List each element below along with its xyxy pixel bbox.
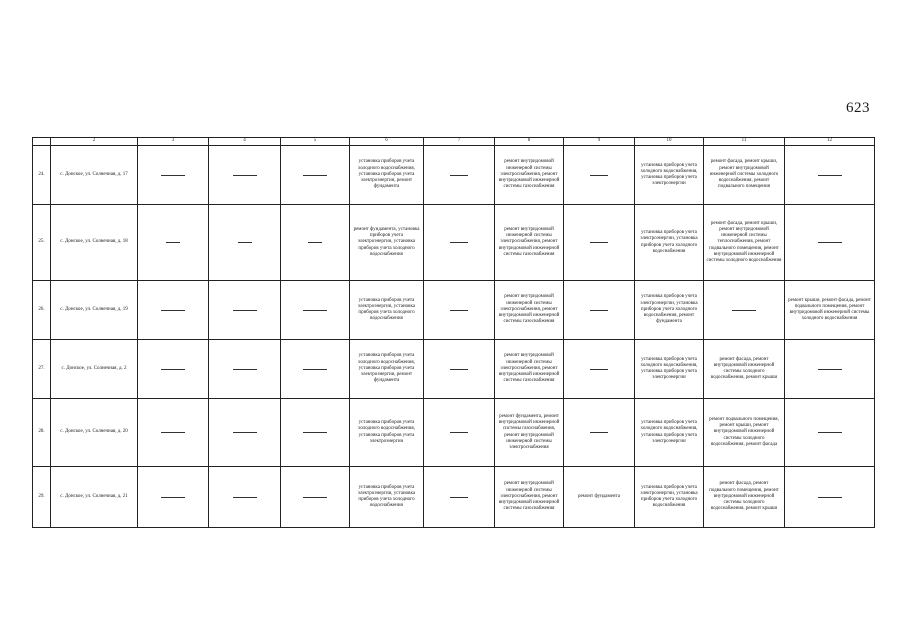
work-cell: установка приборов учета электроэнергии, установка приборов учета холодного водоснабжения <box>635 467 704 528</box>
dash-mark <box>450 175 468 176</box>
empty-cell <box>785 340 875 399</box>
dash-mark <box>233 175 257 176</box>
table-row <box>33 146 875 205</box>
empty-cell <box>138 399 209 467</box>
dash-mark <box>233 497 257 498</box>
empty-cell <box>424 467 495 528</box>
empty-cell <box>209 467 281 528</box>
work-cell: ремонт подвального помещения, ремонт крыши, ремонт внутридомовой инженерной системы холодного водоснабжения, ремонт фасада <box>704 399 785 467</box>
work-cell: ремонт фундамента <box>564 467 635 528</box>
empty-cell <box>785 146 875 205</box>
column-header: 4 <box>209 138 281 146</box>
empty-cell <box>424 281 495 340</box>
empty-cell <box>209 281 281 340</box>
empty-cell <box>704 281 785 340</box>
row-number: 24. <box>33 146 51 205</box>
empty-cell <box>209 399 281 467</box>
work-cell: установка приборов учета холодного водоснабжения, установка приборов учета электроэнергии <box>635 340 704 399</box>
address-cell: с. Донское, ул. Солнечная, д. 2 <box>51 340 138 399</box>
dash-mark <box>450 432 468 433</box>
empty-cell <box>209 146 281 205</box>
dash-mark <box>161 432 185 433</box>
work-cell: ремонт фасада, ремонт крыши, ремонт внутридомовой инженерной системы холодного водоснабжения, ремонт подвального помещения <box>704 146 785 205</box>
repair-schedule-table <box>32 137 875 528</box>
page-number: 623 <box>846 100 870 116</box>
work-cell: ремонт фундамента, установка приборов учета электроэнергии, установка приборов учета холодного водоснабжения <box>350 205 424 281</box>
dash-mark <box>161 175 185 176</box>
empty-cell <box>424 399 495 467</box>
empty-cell <box>564 146 635 205</box>
dash-mark <box>590 175 608 176</box>
work-cell: ремонт фасада, ремонт внутридомовой инженерной системы холодного водоснабжения, ремонт крыши <box>704 340 785 399</box>
empty-cell <box>564 340 635 399</box>
table-row <box>33 399 875 467</box>
empty-cell <box>564 399 635 467</box>
dash-mark <box>303 432 327 433</box>
column-header: 12 <box>785 138 875 146</box>
dash-mark <box>233 310 257 311</box>
empty-cell <box>138 340 209 399</box>
address-cell: с. Донское, ул. Солнечная, д. 17 <box>51 146 138 205</box>
empty-cell <box>424 146 495 205</box>
work-cell: ремонт крыши, ремонт фасада, ремонт подвального помещения, ремонт внутридомовой инженерной системы холодного водоснабжения <box>785 281 875 340</box>
dash-mark <box>818 242 842 243</box>
row-number: 26. <box>33 281 51 340</box>
empty-cell <box>281 146 350 205</box>
work-cell: установка приборов учета электроэнергии, установка приборов учета холодного водоснабжения <box>350 281 424 340</box>
empty-cell <box>281 467 350 528</box>
column-header: 6 <box>350 138 424 146</box>
work-cell: ремонт фасада, ремонт подвального помещения, ремонт внутридомовой инженерной системы холодного водоснабжения, ремонт крыши <box>704 467 785 528</box>
work-cell: ремонт фундамента, ремонт внутридомовой инженерной системы газоснабжения, ремонт внутридомовой инженерной системы электроснабжения <box>495 399 564 467</box>
work-cell: установка приборов учета холодного водоснабжения, установка приборов учета электроэнергии <box>635 146 704 205</box>
dash-mark <box>818 369 842 370</box>
dash-mark <box>303 175 327 176</box>
work-cell: установка приборов учета электроэнергии, установка приборов учета холодного водоснабжения <box>635 205 704 281</box>
column-header: 5 <box>281 138 350 146</box>
dash-mark <box>233 432 257 433</box>
work-cell: установка приборов учета холодного водоснабжения, установка приборов учета электроэнергии, ремонт фундамента <box>350 146 424 205</box>
work-cell: ремонт внутридомовой инженерной системы электроснабжения, ремонт внутридомовой инженерной системы газоснабжения <box>495 467 564 528</box>
work-cell: установка приборов учета холодного водоснабжения, установка приборов учета электроэнергии, ремонт фундамента <box>350 340 424 399</box>
empty-cell <box>281 340 350 399</box>
row-number: 28. <box>33 399 51 467</box>
empty-cell <box>138 467 209 528</box>
empty-cell <box>785 205 875 281</box>
column-header: 2 <box>51 138 138 146</box>
dash-mark <box>450 497 468 498</box>
empty-cell <box>281 399 350 467</box>
dash-mark <box>238 242 252 243</box>
table-row <box>33 467 875 528</box>
dash-mark <box>303 369 327 370</box>
dash-mark <box>166 242 180 243</box>
empty-cell <box>785 467 875 528</box>
column-header <box>33 138 51 146</box>
empty-cell <box>564 281 635 340</box>
address-cell: с. Донское, ул. Солнечная, д. 18 <box>51 205 138 281</box>
empty-cell <box>281 205 350 281</box>
row-number: 29. <box>33 467 51 528</box>
dash-mark <box>732 310 756 311</box>
work-cell: ремонт фасада, ремонт крыши, ремонт внутридомовой инженерной системы теплоснабжения, ремонт подвального помещения, ремонт внутридомовой инженерной системы холодного водоснабжения <box>704 205 785 281</box>
dash-mark <box>450 369 468 370</box>
dash-mark <box>450 242 468 243</box>
work-cell: ремонт внутридомовой инженерной системы электроснабжения, ремонт внутридомовой инженерной системы газоснабжения <box>495 205 564 281</box>
column-header: 11 <box>704 138 785 146</box>
empty-cell <box>424 205 495 281</box>
work-cell: ремонт внутридомовой инженерной системы электроснабжения, ремонт внутридомовой инженерной системы газоснабжения <box>495 146 564 205</box>
work-cell: установка приборов учета холодного водоснабжения, установка приборов учета электроэнергии <box>350 399 424 467</box>
work-cell: установка приборов учета электроэнергии, установка приборов учета холодного водоснабжения, ремонт фундамента <box>635 281 704 340</box>
dash-mark <box>590 242 608 243</box>
row-number: 27. <box>33 340 51 399</box>
empty-cell <box>209 340 281 399</box>
dash-mark <box>161 369 185 370</box>
dash-mark <box>590 432 608 433</box>
empty-cell <box>424 340 495 399</box>
work-cell: установка приборов учета холодного водоснабжения, установка приборов учета электроэнергии <box>635 399 704 467</box>
dash-mark <box>161 497 185 498</box>
work-cell: ремонт внутридомовой инженерной системы электроснабжения, ремонт внутридомовой инженерной системы газоснабжения <box>495 281 564 340</box>
dash-mark <box>450 310 468 311</box>
empty-cell <box>138 281 209 340</box>
empty-cell <box>785 399 875 467</box>
dash-mark <box>590 369 608 370</box>
row-number: 25. <box>33 205 51 281</box>
work-cell: установка приборов учета электроэнергии, установка приборов учета холодного водоснабжения <box>350 467 424 528</box>
dash-mark <box>590 310 608 311</box>
empty-cell <box>281 281 350 340</box>
dash-mark <box>818 175 842 176</box>
column-header: 3 <box>138 138 209 146</box>
dash-mark <box>161 310 185 311</box>
dash-mark <box>303 497 327 498</box>
dash-mark <box>233 369 257 370</box>
work-cell: ремонт внутридомовой инженерной системы электроснабжения, ремонт внутридомовой инженерной системы газоснабжения <box>495 340 564 399</box>
table-row <box>33 340 875 399</box>
empty-cell <box>138 146 209 205</box>
column-header: 9 <box>564 138 635 146</box>
address-cell: с. Донское, ул. Солнечная, д. 20 <box>51 399 138 467</box>
address-cell: с. Донское, ул. Солнечная, д. 19 <box>51 281 138 340</box>
dash-mark <box>818 497 842 498</box>
empty-cell <box>138 205 209 281</box>
empty-cell <box>209 205 281 281</box>
table-row <box>33 205 875 281</box>
address-cell: с. Донское, ул. Солнечная, д. 21 <box>51 467 138 528</box>
dash-mark <box>303 310 327 311</box>
empty-cell <box>564 205 635 281</box>
dash-mark <box>818 432 842 433</box>
dash-mark <box>308 242 322 243</box>
column-header: 8 <box>495 138 564 146</box>
column-number-row <box>33 138 875 146</box>
column-header: 7 <box>424 138 495 146</box>
column-header: 10 <box>635 138 704 146</box>
table-row <box>33 281 875 340</box>
